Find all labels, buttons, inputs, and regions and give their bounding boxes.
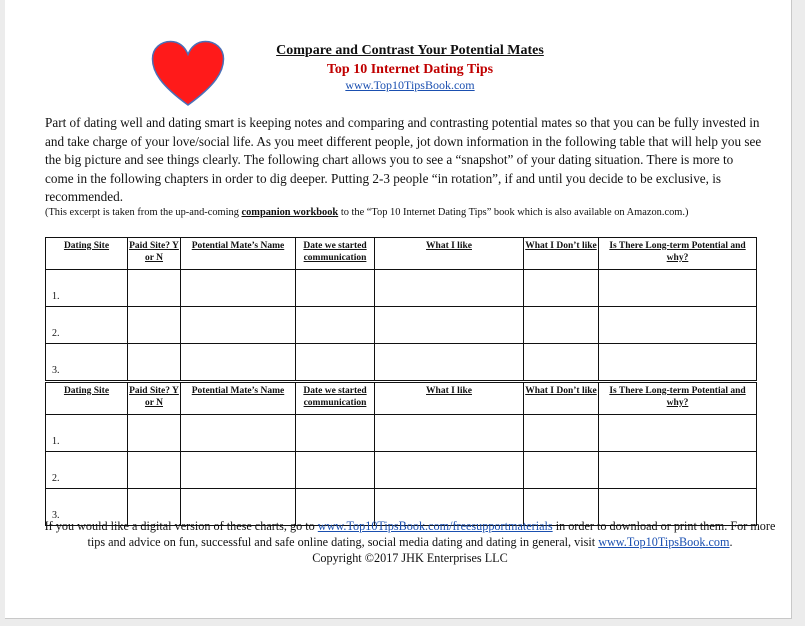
row-number[interactable]: 1. (46, 270, 128, 307)
copyright: Copyright ©2017 JHK Enterprises LLC (312, 551, 508, 565)
col-header: Is There Long-term Potential and why? (599, 238, 757, 270)
document-page (5, 0, 792, 619)
table-header-row (46, 383, 757, 415)
col-header: Dating Site (46, 238, 128, 270)
table-cell[interactable] (599, 452, 757, 489)
table-cell[interactable] (524, 344, 599, 381)
table-cell[interactable] (181, 344, 296, 381)
row-number[interactable]: 3. (46, 489, 128, 526)
table-cell[interactable] (128, 270, 181, 307)
table-cell[interactable] (181, 415, 296, 452)
table-cell[interactable] (375, 307, 524, 344)
footer-part1: If you would like a digital version of these charts, go to (44, 519, 318, 533)
col-header: What I Don’t like (524, 383, 599, 415)
table-row (46, 344, 757, 381)
table-cell[interactable] (296, 307, 375, 344)
table-cell[interactable] (128, 415, 181, 452)
comparison-table-1 (45, 237, 757, 381)
table-cell[interactable] (524, 307, 599, 344)
table-cell[interactable] (128, 344, 181, 381)
col-header: Paid Site? Y or N (128, 383, 181, 415)
col-header: Date we started communication (296, 238, 375, 270)
table-cell[interactable] (524, 270, 599, 307)
note-bold: companion workbook (241, 207, 339, 218)
table-cell[interactable] (181, 452, 296, 489)
intro-paragraph: Part of dating well and dating smart is keeping notes and comparing and contrasting potential mates so that you can be fully invested in and take charge of your love/social life. As you meet different people, jot down information in the following table that will help you see the big picture and see things clearly. The following chart allows you to see a “snapshot” of your dating situation. There is more to come in the following chapters in order to dig deeper. Putting 2-3 people “in rotation”, if and until you decide to be exclusive, is recommended. (45, 115, 762, 205)
table-cell[interactable] (128, 452, 181, 489)
col-header: Paid Site? Y or N (128, 238, 181, 270)
footer-part2: in order to download or print them. For more tips and advice on fun, successful and safe online dating, social media dating and dating in general, visit (87, 519, 776, 549)
source-note (45, 207, 775, 218)
col-header: Potential Mate’s Name (181, 383, 296, 415)
table-cell[interactable] (599, 307, 757, 344)
website-link[interactable]: www.Top10TipsBook.com (345, 78, 475, 92)
table-cell[interactable] (296, 415, 375, 452)
col-header: What I like (375, 383, 524, 415)
row-number[interactable]: 3. (46, 344, 128, 381)
table-cell[interactable] (524, 452, 599, 489)
table-row (46, 270, 757, 307)
table-row (46, 452, 757, 489)
row-number[interactable]: 1. (46, 415, 128, 452)
table-cell[interactable] (296, 344, 375, 381)
table-row (46, 415, 757, 452)
col-header: Potential Mate’s Name (181, 238, 296, 270)
table-cell[interactable] (375, 452, 524, 489)
note-text-after: to the “Top 10 Internet Dating Tips” book which is also available on Amazon.com.) (338, 207, 689, 218)
table-cell[interactable] (128, 307, 181, 344)
col-header: Is There Long-term Potential and why? (599, 383, 757, 415)
table-cell[interactable] (181, 270, 296, 307)
footer-text (35, 518, 785, 550)
col-header: Dating Site (46, 383, 128, 415)
footer-part3: . (729, 535, 733, 549)
table-cell[interactable] (375, 344, 524, 381)
free-materials-link[interactable]: www.Top10TipsBook.com/freesupportmaterials (317, 519, 553, 533)
document-title: Compare and Contrast Your Potential Mates (276, 43, 544, 58)
row-number[interactable]: 2. (46, 452, 128, 489)
table-cell[interactable] (375, 270, 524, 307)
note-text-before: (This excerpt is taken from the up-and-coming (45, 207, 242, 218)
table-cell[interactable] (296, 452, 375, 489)
table-row (46, 307, 757, 344)
table-cell[interactable] (296, 270, 375, 307)
col-header: Date we started communication (296, 383, 375, 415)
col-header: What I like (375, 238, 524, 270)
comparison-table-2 (45, 382, 757, 526)
table-cell[interactable] (599, 415, 757, 452)
table-header-row (46, 238, 757, 270)
table-cell[interactable] (599, 270, 757, 307)
table-cell[interactable] (599, 344, 757, 381)
document-subtitle: Top 10 Internet Dating Tips (326, 62, 494, 77)
table-cell[interactable] (375, 415, 524, 452)
website-footer-link[interactable]: www.Top10TipsBook.com (598, 535, 730, 549)
footer (35, 518, 785, 566)
col-header: What I Don’t like (524, 238, 599, 270)
table-cell[interactable] (181, 307, 296, 344)
row-number[interactable]: 2. (46, 307, 128, 344)
table-cell[interactable] (524, 415, 599, 452)
